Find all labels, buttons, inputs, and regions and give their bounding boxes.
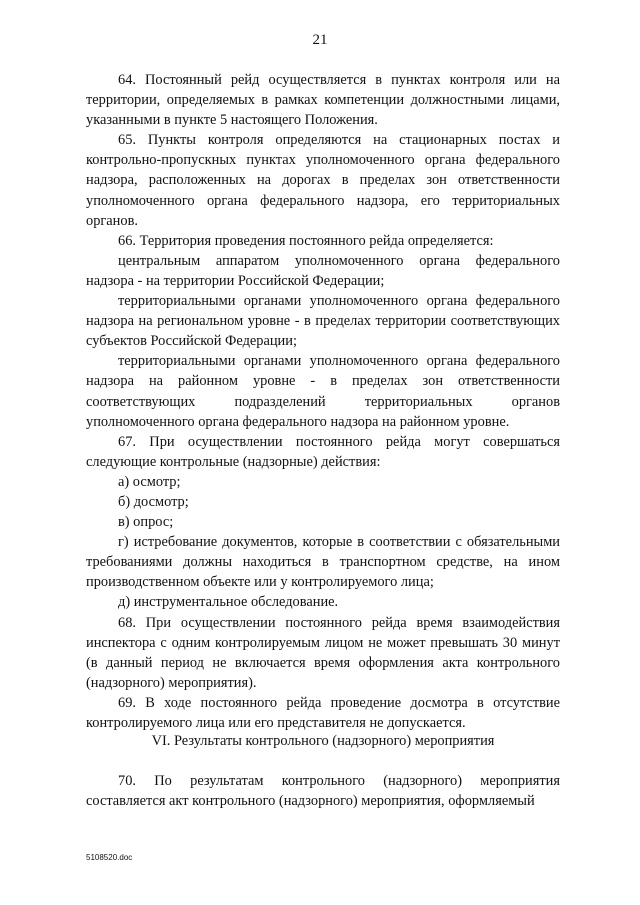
paragraph-67: 67. При осуществлении постоянного рейда могут совершаться следующие контрольные (надзорные) действия: (86, 433, 560, 470)
paragraph-66-regional: территориальными органами уполномоченного органа федерального надзора на региональном уровне - в пределах территории соответствующих субъектов Российской Федерации; (86, 293, 560, 350)
paragraph-65: 65. Пункты контроля определяются на стационарных постах и контрольно-пропускных пунктах уполномоченного органа федерального надзора, расположенных на дорогах в пределах зон ответственности уполномоченного органа федерального надзора, его территориальных органов. (86, 132, 560, 229)
list-item-d: д) инструментальное обследование. (118, 594, 339, 611)
document-body-continued (86, 771, 560, 811)
paragraph-66: 66. Территория проведения постоянного рейда определяется: (118, 232, 494, 249)
paragraph-66-district: территориальными органами уполномоченного органа федерального надзора на районном уровне - в пределах зон ответственности соответствующих подразделений территориальных органов уполномоченного органа федерального надзора на районном уровне. (86, 353, 560, 430)
section-title: VI. Результаты контрольного (надзорного) мероприятия (151, 733, 495, 749)
paragraph-70: 70. По результатам контрольного (надзорного) мероприятия составляется акт контрольного (надзорного) мероприятия, оформляемый (86, 773, 560, 810)
paragraph-69: 69. В ходе постоянного рейда проведение досмотра в отсутствие контролируемого лица или его представителя не допускается. (86, 694, 560, 731)
page-number: 21 (312, 32, 328, 48)
list-item-b: б) досмотр; (118, 493, 189, 510)
list-item-g: г) истребование документов, которые в соответствии с обязательными требованиями должны находиться в транспортном средстве, на ином производственном объекте или у контролируемого лица; (86, 534, 560, 591)
list-item-a: а) осмотр; (118, 473, 181, 490)
paragraph-64: 64. Постоянный рейд осуществляется в пунктах контроля или на территории, определяемых в рамках компетенции должностными лицами, указанными в пункте 5 настоящего Положения. (86, 72, 560, 129)
file-name-footer: 5108520.doc (86, 853, 133, 862)
document-body (86, 70, 560, 733)
paragraph-66-central: центральным аппаратом уполномоченного органа федерального надзора - на территории Российской Федерации; (86, 252, 560, 289)
list-item-v: в) опрос; (118, 514, 174, 531)
paragraph-68: 68. При осуществлении постоянного рейда время взаимодействия инспектора с одним контролируемым лицом не может превышать 30 минут (в данный период не включается время оформления акта контрольного (надзорного) мероприятия). (86, 614, 560, 691)
